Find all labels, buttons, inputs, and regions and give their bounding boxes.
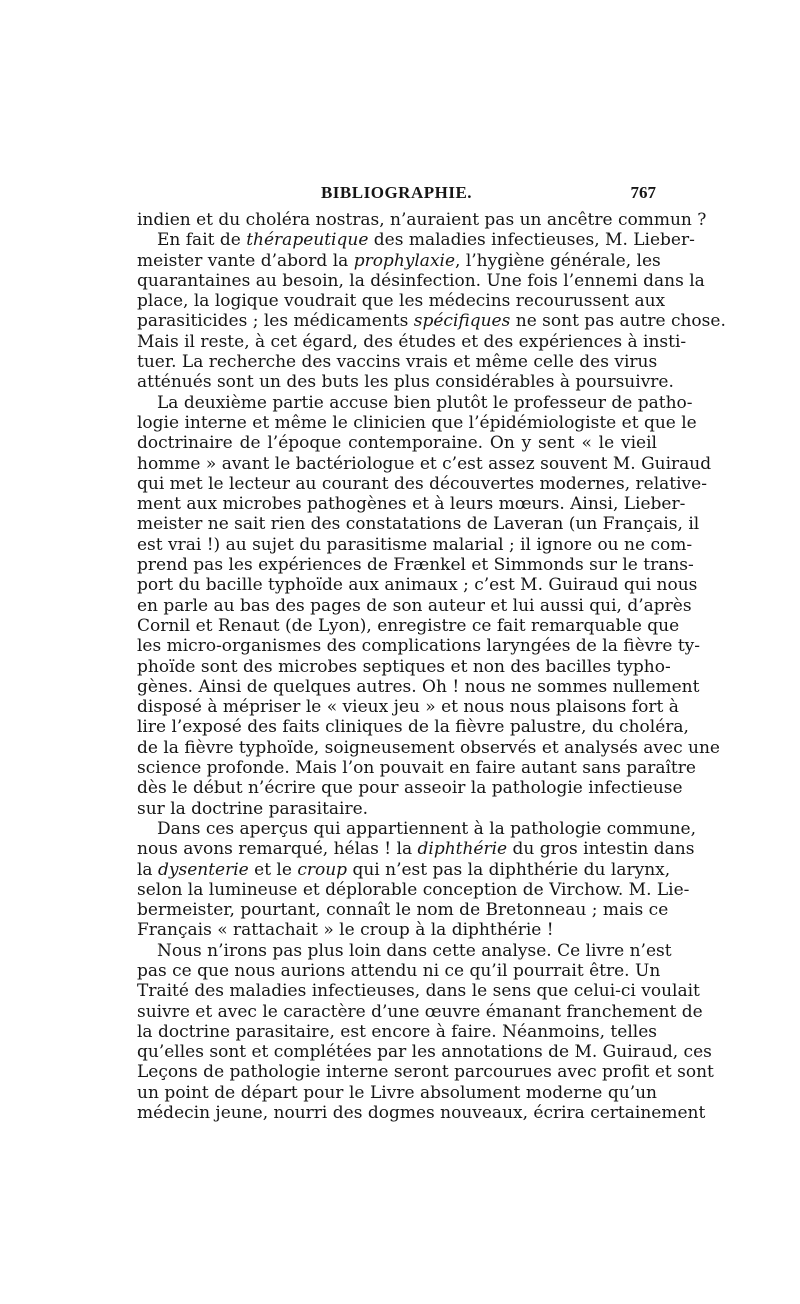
text-line: selon la lumineuse et déplorable conception de Virchow. M. Lie-	[137, 879, 690, 900]
text-line: ment aux microbes pathogènes et à leurs mœurs. Ainsi, Lieber-	[137, 494, 686, 515]
text-line: quarantaines au besoin, la désinfection. Une fois l’ennemi dans la	[137, 270, 705, 291]
text-line: Français « rattachait » le croup à la diphthérie !	[137, 920, 554, 941]
italic-term: dysenterie	[157, 859, 249, 880]
text-line: Traité des maladies infectieuses, dans le sens que celui-ci voulait	[137, 981, 700, 1002]
italic-term: prophylaxie	[353, 250, 456, 271]
text-line: nous avons remarqué, hélas ! la diphthérie du gros intestin dans	[137, 839, 695, 860]
text-line: gènes. Ainsi de quelques autres. Oh ! nous ne sommes nullement	[137, 676, 700, 697]
italic-term: diphthérie	[417, 839, 508, 860]
text-line: qui met le lecteur au courant des découvertes modernes, relative-	[137, 473, 707, 494]
text-line: meister vante d’abord la prophylaxie, l’hygiène générale, les	[137, 250, 661, 271]
text-line: un point de départ pour le Livre absolument moderne qu’un	[137, 1082, 657, 1103]
text-line: meister ne sait rien des constatations de Laveran (un Français, il	[137, 514, 700, 535]
text-line: la dysenterie et le croup qui n’est pas la diphthérie du larynx,	[137, 859, 671, 880]
text-line: indien et du choléra nostras, n’auraient pas un ancêtre commun ?	[137, 210, 707, 230]
text-line: disposé à mépriser le « vieux jeu » et nous nous plaisons fort à	[137, 697, 679, 718]
text-line: logie interne et même le clinicien que l’épidémiologiste et que le	[137, 412, 697, 433]
text-line: parasiticides ; les médicaments spécifiques ne sont pas autre chose.	[137, 311, 726, 332]
italic-term: thérapeutique	[246, 230, 369, 251]
text-line: suivre et avec le caractère d’une œuvre émanant franchement de	[137, 1001, 703, 1022]
text-line: La deuxième partie accuse bien plutôt le professeur de patho-	[157, 392, 693, 413]
body-text	[137, 210, 726, 1124]
text-line: Cornil et Renaut (de Lyon), enregistre ce fait remarquable que	[137, 615, 680, 636]
text-line: En fait de thérapeutique des maladies infectieuses, M. Lieber-	[157, 230, 695, 251]
text-line: dès le début n’écrire que pour asseoir la pathologie infectieuse	[137, 778, 683, 799]
text-line: tuer. La recherche des vaccins vrais et même celle des virus	[137, 352, 658, 373]
text-line: phoïde sont des microbes septiques et non des bacilles typho-	[137, 656, 671, 677]
text-line: Dans ces aperçus qui appartiennent à la pathologie commune,	[157, 818, 697, 839]
text-line: lire l’exposé des faits cliniques de la fièvre palustre, du choléra,	[137, 717, 689, 738]
text-line: est vrai !) au sujet du parasitisme malarial ; il ignore ou ne com-	[137, 534, 693, 555]
text-line: Nous n’irons pas plus loin dans cette analyse. Ce livre n’est	[157, 940, 672, 961]
text-line: Mais il reste, à cet égard, des études et des expériences à insti-	[137, 331, 687, 352]
text-line: Leçons de pathologie interne seront parcourues avec profit et sont	[137, 1062, 714, 1083]
text-line: atténués sont un des buts les plus considérables à poursuivre.	[137, 372, 674, 393]
text-line: prend pas les expériences de Frænkel et Simmonds sur le trans-	[137, 555, 694, 576]
text-line: de la fièvre typhoïde, soigneusement observés et analysés avec une	[137, 737, 720, 758]
text-line: doctrinaire de l’époque contemporaine. On y sent « le vieil	[137, 433, 657, 454]
text-line: la doctrine parasitaire, est encore à faire. Néanmoins, telles	[137, 1021, 657, 1042]
text-line: pas ce que nous aurions attendu ni ce qu’il pourrait être. Un	[137, 960, 661, 981]
running-title: BIBLIOGRAPHIE.	[320, 183, 473, 202]
text-line: place, la logique voudrait que les médecins recourussent aux	[137, 291, 666, 312]
text-line: port du bacille typhoïde aux animaux ; c’est M. Guiraud qui nous	[137, 575, 698, 596]
running-header	[137, 183, 656, 209]
text-line: les micro-organismes des complications laryngées de la fièvre ty-	[137, 636, 701, 657]
text-line: sur la doctrine parasitaire.	[137, 798, 369, 819]
italic-term: croup	[297, 859, 348, 880]
text-line: science profonde. Mais l’on pouvait en faire autant sans paraître	[137, 758, 696, 779]
text-line: qu’elles sont et complétées par les annotations de M. Guiraud, ces	[137, 1042, 712, 1063]
italic-term: spécifiques	[413, 311, 511, 332]
page-number: 767	[630, 183, 656, 202]
text-line: homme » avant le bactériologue et c’est assez souvent M. Guiraud	[137, 453, 712, 474]
text-line: bermeister, pourtant, connaît le nom de Bretonneau ; mais ce	[137, 900, 669, 921]
text-line: médecin jeune, nourri des dogmes nouveaux, écrira certainement	[137, 1103, 706, 1124]
text-line: en parle au bas des pages de son auteur et lui aussi qui, d’après	[137, 595, 692, 616]
